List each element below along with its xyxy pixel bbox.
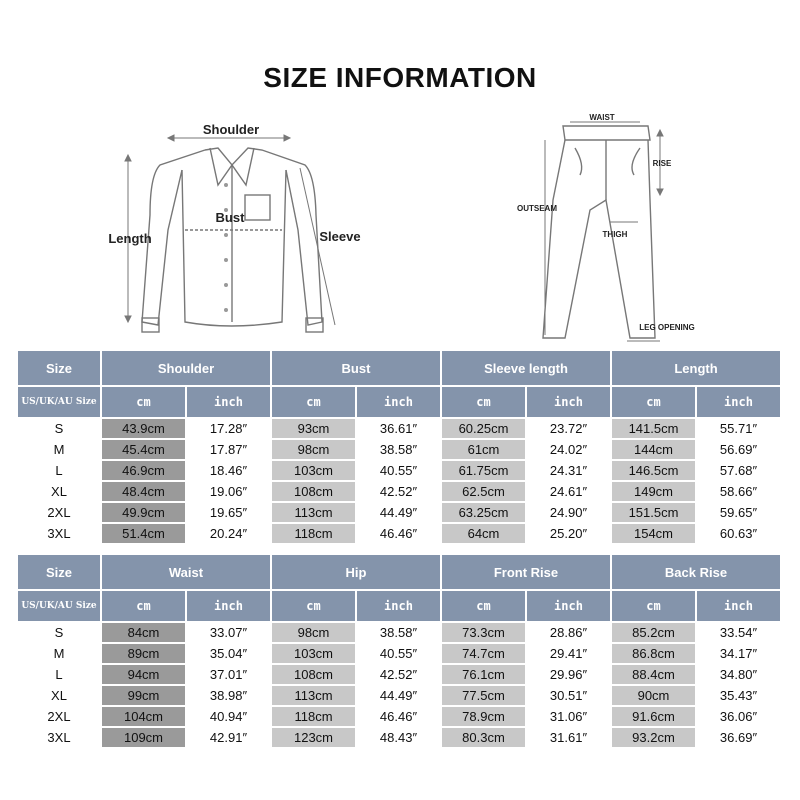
unit-cm: cm: [442, 387, 525, 417]
cm-value-cell: 113cm: [272, 503, 355, 522]
inch-value-cell: 24.31″: [527, 461, 610, 480]
size-sub-label: US/UK/AU Size: [18, 591, 100, 621]
cm-value-cell: 91.6cm: [612, 707, 695, 726]
pants-icon: [543, 126, 655, 338]
cm-value-cell: 43.9cm: [102, 419, 185, 438]
unit-inch: inch: [187, 387, 270, 417]
unit-cm: cm: [612, 387, 695, 417]
cm-value-cell: 98cm: [272, 623, 355, 642]
cm-value-cell: 64cm: [442, 524, 525, 543]
shirt-icon: [142, 148, 323, 332]
size-cell: S: [18, 623, 100, 642]
rise-label: RISE: [652, 159, 672, 168]
inch-value-cell: 36.06″: [697, 707, 780, 726]
cm-value-cell: 154cm: [612, 524, 695, 543]
cm-value-cell: 123cm: [272, 728, 355, 747]
cm-value-cell: 80.3cm: [442, 728, 525, 747]
cm-value-cell: 49.9cm: [102, 503, 185, 522]
bottom-table-body: [18, 623, 780, 747]
unit-inch: inch: [527, 387, 610, 417]
table-header-row: [18, 351, 780, 385]
unit-cm: cm: [102, 387, 185, 417]
cm-value-cell: 109cm: [102, 728, 185, 747]
cm-value-cell: 45.4cm: [102, 440, 185, 459]
table-row: [18, 461, 780, 480]
inch-value-cell: 34.80″: [697, 665, 780, 684]
inch-value-cell: 57.68″: [697, 461, 780, 480]
inch-value-cell: 35.04″: [187, 644, 270, 663]
leg-opening-label: LEG OPENING: [639, 323, 695, 332]
inch-value-cell: 40.94″: [187, 707, 270, 726]
table-row: [18, 707, 780, 726]
table-row: [18, 524, 780, 543]
size-cell: M: [18, 440, 100, 459]
page-title: SIZE INFORMATION: [263, 62, 537, 93]
size-cell: 2XL: [18, 503, 100, 522]
cm-value-cell: 60.25cm: [442, 419, 525, 438]
cm-value-cell: 61.75cm: [442, 461, 525, 480]
cm-value-cell: 94cm: [102, 665, 185, 684]
cm-value-cell: 89cm: [102, 644, 185, 663]
size-cell: XL: [18, 482, 100, 501]
inch-value-cell: 31.06″: [527, 707, 610, 726]
top-table-body: [18, 419, 780, 543]
inch-value-cell: 20.24″: [187, 524, 270, 543]
table-row: [18, 644, 780, 663]
table-unit-row: [18, 591, 780, 621]
unit-inch: inch: [527, 591, 610, 621]
inch-value-cell: 17.87″: [187, 440, 270, 459]
waist-label: WAIST: [589, 113, 615, 122]
inch-value-cell: 58.66″: [697, 482, 780, 501]
cm-value-cell: 146.5cm: [612, 461, 695, 480]
group-header-front-rise: Front Rise: [442, 555, 610, 589]
inch-value-cell: 38.98″: [187, 686, 270, 705]
size-cell: XL: [18, 686, 100, 705]
inch-value-cell: 46.46″: [357, 707, 440, 726]
cm-value-cell: 78.9cm: [442, 707, 525, 726]
inch-value-cell: 35.43″: [697, 686, 780, 705]
table-row: [18, 728, 780, 747]
inch-value-cell: 29.96″: [527, 665, 610, 684]
inch-value-cell: 17.28″: [187, 419, 270, 438]
inch-value-cell: 36.61″: [357, 419, 440, 438]
cm-value-cell: 84cm: [102, 623, 185, 642]
group-header-length: Length: [612, 351, 780, 385]
cm-value-cell: 103cm: [272, 461, 355, 480]
table-row: [18, 623, 780, 642]
cm-value-cell: 108cm: [272, 665, 355, 684]
group-header-waist: Waist: [102, 555, 270, 589]
cm-value-cell: 85.2cm: [612, 623, 695, 642]
cm-value-cell: 76.1cm: [442, 665, 525, 684]
inch-value-cell: 30.51″: [527, 686, 610, 705]
cm-value-cell: 149cm: [612, 482, 695, 501]
inch-value-cell: 28.86″: [527, 623, 610, 642]
cm-value-cell: 73.3cm: [442, 623, 525, 642]
group-header-sleeve-length: Sleeve length: [442, 351, 610, 385]
sleeve-label: Sleeve: [319, 229, 361, 244]
bust-label: Bust: [215, 210, 245, 225]
inch-value-cell: 44.49″: [357, 686, 440, 705]
cm-value-cell: 113cm: [272, 686, 355, 705]
inch-value-cell: 33.54″: [697, 623, 780, 642]
garment-illustrations: [0, 0, 800, 350]
cm-value-cell: 93cm: [272, 419, 355, 438]
inch-value-cell: 18.46″: [187, 461, 270, 480]
unit-cm: cm: [272, 387, 355, 417]
cm-value-cell: 88.4cm: [612, 665, 695, 684]
inch-value-cell: 59.65″: [697, 503, 780, 522]
inch-value-cell: 24.61″: [527, 482, 610, 501]
table-unit-row: [18, 387, 780, 417]
cm-value-cell: 104cm: [102, 707, 185, 726]
table-row: [18, 482, 780, 501]
inch-value-cell: 38.58″: [357, 440, 440, 459]
thigh-label: THIGH: [602, 230, 628, 239]
cm-value-cell: 48.4cm: [102, 482, 185, 501]
inch-value-cell: 38.58″: [357, 623, 440, 642]
size-cell: L: [18, 665, 100, 684]
inch-value-cell: 56.69″: [697, 440, 780, 459]
inch-value-cell: 55.71″: [697, 419, 780, 438]
cm-value-cell: 63.25cm: [442, 503, 525, 522]
unit-cm: cm: [442, 591, 525, 621]
inch-value-cell: 40.55″: [357, 461, 440, 480]
cm-value-cell: 108cm: [272, 482, 355, 501]
table-header-row: [18, 555, 780, 589]
size-cell: 3XL: [18, 728, 100, 747]
cm-value-cell: 103cm: [272, 644, 355, 663]
cm-value-cell: 141.5cm: [612, 419, 695, 438]
inch-value-cell: 37.01″: [187, 665, 270, 684]
shoulder-label: Shoulder: [202, 122, 260, 137]
cm-value-cell: 86.8cm: [612, 644, 695, 663]
top-size-table: [16, 349, 782, 545]
size-cell: 2XL: [18, 707, 100, 726]
cm-value-cell: 93.2cm: [612, 728, 695, 747]
inch-value-cell: 46.46″: [357, 524, 440, 543]
table-row: [18, 440, 780, 459]
inch-value-cell: 34.17″: [697, 644, 780, 663]
cm-value-cell: 61cm: [442, 440, 525, 459]
unit-inch: inch: [357, 591, 440, 621]
cm-value-cell: 98cm: [272, 440, 355, 459]
inch-value-cell: 29.41″: [527, 644, 610, 663]
shirt-buttons: [224, 183, 228, 312]
unit-inch: inch: [697, 387, 780, 417]
cm-value-cell: 77.5cm: [442, 686, 525, 705]
cm-value-cell: 46.9cm: [102, 461, 185, 480]
size-cell: 3XL: [18, 524, 100, 543]
unit-inch: inch: [187, 591, 270, 621]
size-cell: M: [18, 644, 100, 663]
cm-value-cell: 90cm: [612, 686, 695, 705]
size-header: Size: [18, 351, 100, 385]
cm-value-cell: 118cm: [272, 524, 355, 543]
inch-value-cell: 23.72″: [527, 419, 610, 438]
cm-value-cell: 51.4cm: [102, 524, 185, 543]
unit-cm: cm: [102, 591, 185, 621]
table-row: [18, 686, 780, 705]
size-cell: L: [18, 461, 100, 480]
outseam-label: OUTSEAM: [517, 204, 557, 213]
inch-value-cell: 44.49″: [357, 503, 440, 522]
inch-value-cell: 24.02″: [527, 440, 610, 459]
cm-value-cell: 118cm: [272, 707, 355, 726]
group-header-bust: Bust: [272, 351, 440, 385]
table-row: [18, 665, 780, 684]
length-label: Length: [108, 231, 152, 246]
unit-inch: inch: [697, 591, 780, 621]
unit-inch: inch: [357, 387, 440, 417]
inch-value-cell: 19.65″: [187, 503, 270, 522]
table-row: [18, 419, 780, 438]
group-header-shoulder: Shoulder: [102, 351, 270, 385]
bottom-size-table: [16, 553, 782, 749]
inch-value-cell: 36.69″: [697, 728, 780, 747]
group-header-hip: Hip: [272, 555, 440, 589]
inch-value-cell: 24.90″: [527, 503, 610, 522]
size-cell: S: [18, 419, 100, 438]
inch-value-cell: 42.91″: [187, 728, 270, 747]
inch-value-cell: 60.63″: [697, 524, 780, 543]
inch-value-cell: 25.20″: [527, 524, 610, 543]
garment-diagram: [0, 0, 800, 350]
inch-value-cell: 42.52″: [357, 665, 440, 684]
inch-value-cell: 42.52″: [357, 482, 440, 501]
inch-value-cell: 48.43″: [357, 728, 440, 747]
cm-value-cell: 151.5cm: [612, 503, 695, 522]
inch-value-cell: 19.06″: [187, 482, 270, 501]
inch-value-cell: 31.61″: [527, 728, 610, 747]
group-header-back-rise: Back Rise: [612, 555, 780, 589]
inch-value-cell: 33.07″: [187, 623, 270, 642]
size-sub-label: US/UK/AU Size: [18, 387, 100, 417]
cm-value-cell: 62.5cm: [442, 482, 525, 501]
unit-cm: cm: [272, 591, 355, 621]
cm-value-cell: 99cm: [102, 686, 185, 705]
unit-cm: cm: [612, 591, 695, 621]
table-row: [18, 503, 780, 522]
inch-value-cell: 40.55″: [357, 644, 440, 663]
cm-value-cell: 144cm: [612, 440, 695, 459]
size-header: Size: [18, 555, 100, 589]
cm-value-cell: 74.7cm: [442, 644, 525, 663]
